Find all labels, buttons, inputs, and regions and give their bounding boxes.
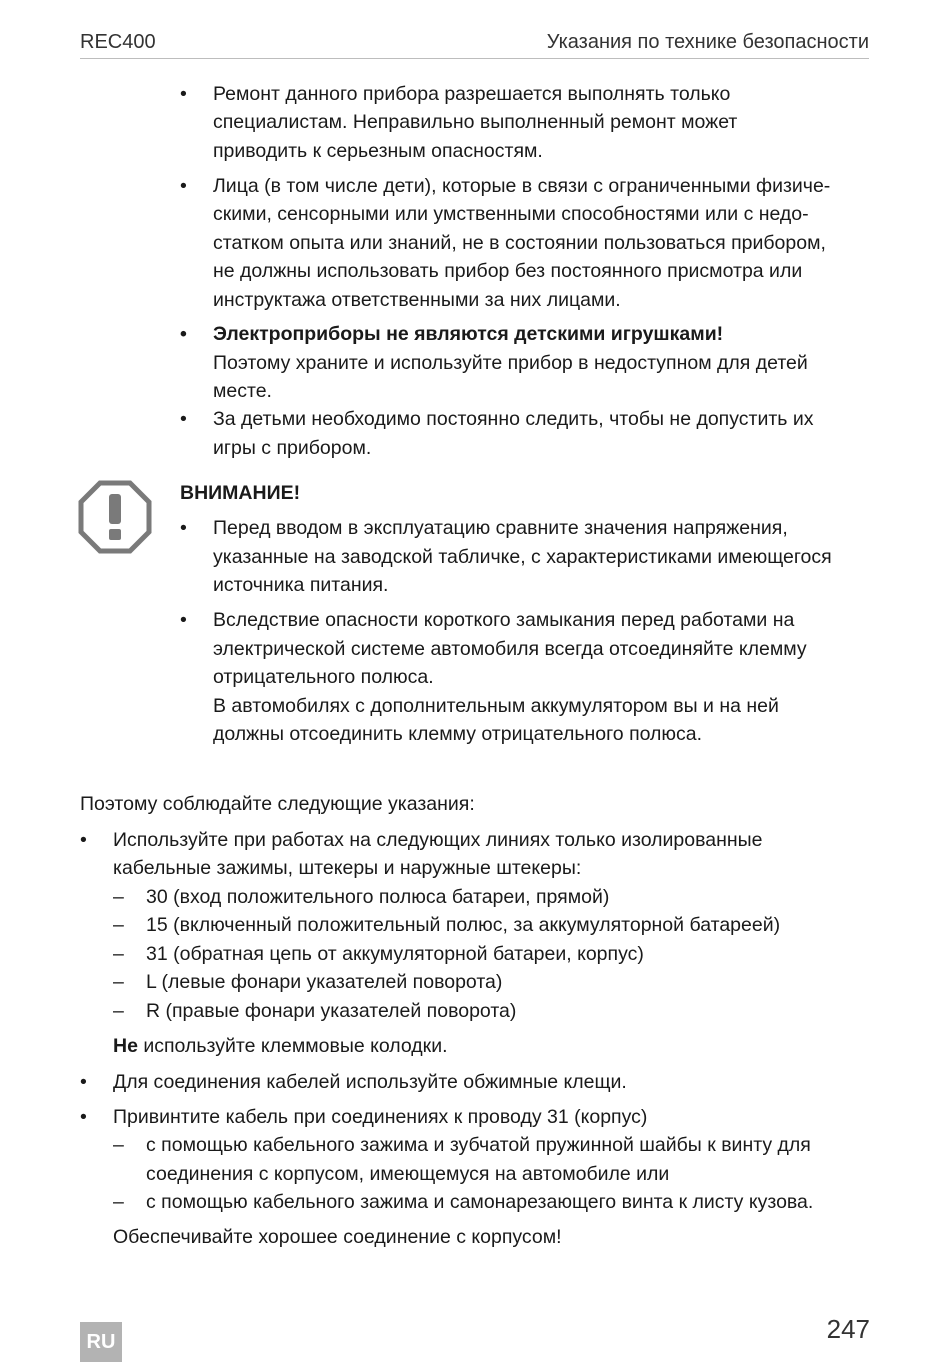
dash-item: с помощью кабельного зажима и самонарезающего винта к листу кузова. bbox=[146, 1191, 814, 1213]
text-line: месте. bbox=[213, 380, 272, 402]
text-line: Для соединения кабелей используйте обжимные клещи. bbox=[113, 1071, 627, 1093]
text-line: источника питания. bbox=[213, 574, 389, 596]
header-section: Указания по технике безопасности bbox=[546, 31, 869, 53]
exclamation-octagon-icon bbox=[78, 480, 152, 554]
warning-title: ВНИМАНИЕ! bbox=[180, 482, 301, 504]
text-line: Поэтому храните и используйте прибор в недоступном для детей bbox=[213, 352, 808, 374]
text-line: отрицательного полюса. bbox=[213, 666, 434, 688]
text-line: Перед вводом в эксплуатацию сравните значения напряжения, bbox=[213, 517, 788, 539]
text-line: специалистам. Неправильно выполненный ремонт может bbox=[213, 111, 738, 133]
text-line: инструктажа ответственными за них лицами. bbox=[213, 289, 621, 311]
text-line: Вследствие опасности короткого замыкания перед работами на bbox=[213, 609, 795, 631]
bullet-symbol: • bbox=[180, 323, 187, 345]
text-line: игры с прибором. bbox=[213, 437, 372, 459]
text-line: Лица (в том числе дети), которые в связи с ограниченными физиче- bbox=[213, 175, 831, 197]
dash-item: L (левые фонари указателей поворота) bbox=[146, 971, 503, 993]
dash-item: 30 (вход положительного полюса батареи, прямой) bbox=[146, 886, 610, 908]
closing-line: Обеспечивайте хорошее соединение с корпусом! bbox=[113, 1226, 562, 1248]
dash-item: R (правые фонари указателей поворота) bbox=[146, 1000, 517, 1022]
dash-symbol: – bbox=[113, 971, 124, 993]
bullet-symbol: • bbox=[80, 829, 87, 851]
dash-item: соединения с корпусом, имеющемуся на автомобиле или bbox=[146, 1163, 670, 1185]
text-line: указанные на заводской табличке, с характеристиками имеющегося bbox=[213, 546, 832, 568]
text-line: скими, сенсорными или умственными способностями или с недо- bbox=[213, 203, 809, 225]
page-header bbox=[80, 28, 869, 59]
bullet-symbol: • bbox=[180, 175, 187, 197]
text-line: должны отсоединить клемму отрицательного полюса. bbox=[213, 723, 703, 745]
text-line: приводить к серьезным опасностям. bbox=[213, 140, 543, 162]
bullet-symbol: • bbox=[180, 83, 187, 105]
text-line: статком опыта или знаний, не в состоянии пользоваться прибором, bbox=[213, 232, 826, 254]
instructions-intro: Поэтому соблюдайте следующие указания: bbox=[80, 793, 475, 815]
dash-item: 15 (включенный положительный полюс, за аккумуляторной батареей) bbox=[146, 914, 781, 936]
bullet-symbol: • bbox=[180, 609, 187, 631]
header-model: REC400 bbox=[80, 31, 156, 53]
text-line: В автомобилях с дополнительным аккумулятором вы и на ней bbox=[213, 695, 779, 717]
dash-symbol: – bbox=[113, 1191, 124, 1213]
dash-symbol: – bbox=[113, 1000, 124, 1022]
text-line: Привинтите кабель при соединениях к проводу 31 (корпус) bbox=[113, 1106, 648, 1128]
bullet-symbol: • bbox=[80, 1106, 87, 1128]
note-rest: используйте клеммовые колодки. bbox=[137, 1035, 448, 1057]
bullet-symbol: • bbox=[180, 517, 187, 539]
dash-item: с помощью кабельного зажима и зубчатой пружинной шайбы к винту для bbox=[146, 1134, 811, 1156]
dash-symbol: – bbox=[113, 886, 124, 908]
dash-symbol: – bbox=[113, 943, 124, 965]
text-line: Ремонт данного прибора разрешается выполнять только bbox=[213, 83, 731, 105]
bullet-symbol: • bbox=[80, 1071, 87, 1093]
text-line: кабельные зажимы, штекеры и наружные штекеры: bbox=[113, 857, 582, 879]
text-line: За детьми необходимо постоянно следить, чтобы не допустить их bbox=[213, 408, 814, 430]
bold-heading-line: Электроприборы не являются детскими игрушками! bbox=[213, 323, 724, 345]
text-line: не должны использовать прибор без постоянного присмотра или bbox=[213, 260, 803, 282]
page-number: 247 bbox=[826, 1314, 870, 1344]
dash-item: 31 (обратная цепь от аккумуляторной батареи, корпус) bbox=[146, 943, 644, 965]
note-line bbox=[113, 1032, 448, 1061]
dash-symbol: – bbox=[113, 914, 124, 936]
dash-symbol: – bbox=[113, 1134, 124, 1156]
text-line: электрической системе автомобиля всегда отсоединяйте клемму bbox=[213, 638, 807, 660]
note-bold: Не bbox=[113, 1035, 138, 1057]
language-badge: RU bbox=[80, 1322, 122, 1362]
text-line: Используйте при работах на следующих линиях только изолированные bbox=[113, 829, 763, 851]
bullet-symbol: • bbox=[180, 408, 187, 430]
